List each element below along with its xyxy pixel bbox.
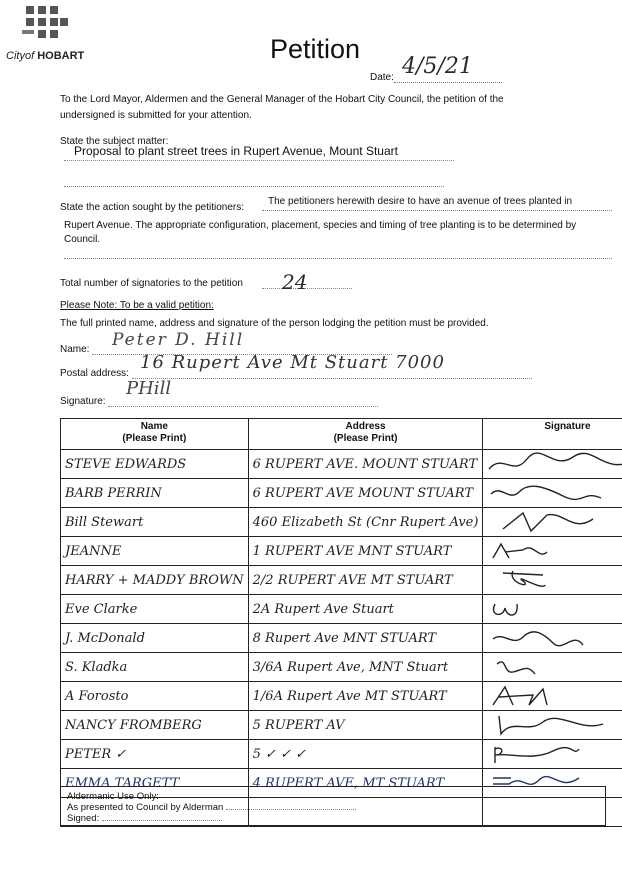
row-signature xyxy=(483,682,622,711)
row-name: Eve Clarke xyxy=(61,595,249,624)
signature-scribble xyxy=(483,741,622,767)
lodger-signature-label: Signature: xyxy=(60,396,106,407)
lodger-address-value: 16 Rupert Ave Mt Stuart 7000 xyxy=(140,352,445,373)
row-name: Bill Stewart xyxy=(61,508,249,537)
row-signature xyxy=(483,624,622,653)
row-address: 5 RUPERT AV xyxy=(248,711,483,740)
row-signature xyxy=(483,537,622,566)
row-address: 6 RUPERT AVE MOUNT STUART xyxy=(248,479,483,508)
lodger-name-value: Peter D. Hill xyxy=(112,330,245,350)
row-name: HARRY + MADDY BROWN xyxy=(61,566,249,595)
intro-line-2: undersigned is submitted for your attention. xyxy=(60,110,252,121)
row-address: 2/2 RUPERT AVE MT STUART xyxy=(248,566,483,595)
row-address: 2A Rupert Ave Stuart xyxy=(248,595,483,624)
aldermanic-presented-text: As presented to Council by Alderman xyxy=(67,802,224,813)
table-row xyxy=(61,508,622,537)
row-name: STEVE EDWARDS xyxy=(61,450,249,479)
row-address: 460 Elizabeth St (Cnr Rupert Ave) xyxy=(248,508,483,537)
signature-scribble xyxy=(483,712,622,738)
row-address: 4 RUPERT AVE, MT STUART xyxy=(248,769,483,798)
row-signature xyxy=(483,653,622,682)
row-signature xyxy=(483,566,622,595)
date-value: 4/5/21 xyxy=(402,54,473,79)
signature-scribble xyxy=(483,625,622,651)
col-address-title: Address xyxy=(345,421,386,432)
date-line xyxy=(394,82,502,83)
col-signature-title: Signature xyxy=(544,421,591,432)
row-name: A Forosto xyxy=(61,682,249,711)
hobart-logo-icon xyxy=(22,6,68,44)
signature-scribble xyxy=(483,538,622,564)
aldermanic-box xyxy=(60,786,606,826)
lodger-name-label: Name: xyxy=(60,344,90,355)
signature-scribble xyxy=(483,654,622,680)
table-row xyxy=(61,537,622,566)
row-signature xyxy=(483,479,622,508)
row-name: S. Kladka xyxy=(61,653,249,682)
aldermanic-signed-line xyxy=(102,820,222,821)
intro-line-1: To the Lord Mayor, Aldermen and the General Manager of the Hobart City Council, the petition of the xyxy=(60,94,504,105)
table-row xyxy=(61,653,622,682)
action-line-1 xyxy=(262,210,612,211)
row-address: 6 RUPERT AVE. MOUNT STUART xyxy=(248,450,483,479)
row-address: 8 Rupert Ave MNT STUART xyxy=(248,624,483,653)
row-name: BARB PERRIN xyxy=(61,479,249,508)
table-header-row xyxy=(61,419,622,450)
table-row xyxy=(61,566,622,595)
table-row xyxy=(61,450,622,479)
signature-scribble xyxy=(483,480,622,506)
logo-of: of xyxy=(24,50,35,62)
row-name: J. McDonald xyxy=(61,624,249,653)
table-row xyxy=(61,682,622,711)
logo-name: HOBART xyxy=(37,50,85,62)
row-signature xyxy=(483,740,622,769)
signature-scribble xyxy=(483,683,622,709)
row-address: 1 RUPERT AVE MNT STUART xyxy=(248,537,483,566)
row-signature xyxy=(483,508,622,537)
row-name: JEANNE xyxy=(61,537,249,566)
lodger-signature-line xyxy=(108,406,378,407)
signature-scribble xyxy=(483,451,622,477)
logo-prefix: City xyxy=(6,50,25,62)
aldermanic-heading: Aldermanic Use Only: xyxy=(67,791,159,802)
signature-scribble xyxy=(483,567,622,593)
col-name-title: Name xyxy=(140,421,168,432)
row-signature xyxy=(483,711,622,740)
col-name-sub: (Please Print) xyxy=(122,433,187,444)
note-text: The full printed name, address and signature of the person lodging the petition must be provided. xyxy=(60,318,489,329)
action-value-1: The petitioners herewith desire to have an avenue of trees planted in xyxy=(268,196,573,207)
row-name: NANCY FROMBERG xyxy=(61,711,249,740)
note-heading: Please Note: To be a valid petition: xyxy=(60,300,214,311)
row-signature xyxy=(483,450,622,479)
logo-wordmark xyxy=(6,50,84,62)
date-label: Date: xyxy=(370,72,394,83)
aldermanic-presented-line xyxy=(226,809,356,810)
col-address-sub: (Please Print) xyxy=(333,433,398,444)
table-row xyxy=(61,595,622,624)
table-row xyxy=(61,740,622,769)
signature-scribble xyxy=(483,509,622,535)
total-label: Total number of signatories to the petition xyxy=(60,278,243,289)
aldermanic-signed-text: Signed: xyxy=(67,813,100,824)
col-header-address xyxy=(248,419,483,450)
table-row xyxy=(61,479,622,508)
lodger-address-label: Postal address: xyxy=(60,368,129,379)
col-header-signature xyxy=(483,419,622,450)
col-header-name xyxy=(61,419,249,450)
row-address: 5 ✓ ✓ ✓ xyxy=(248,740,483,769)
aldermanic-presented xyxy=(67,802,599,813)
action-label: State the action sought by the petitioners: xyxy=(60,202,245,213)
signatures-table xyxy=(60,418,622,827)
table-row xyxy=(61,624,622,653)
aldermanic-signed xyxy=(67,813,599,824)
intro-text xyxy=(60,92,612,124)
row-name: EMMA TARGETT xyxy=(61,769,249,798)
row-address: 1/6A Rupert Ave MT STUART xyxy=(248,682,483,711)
action-value-3: Council. xyxy=(64,234,101,245)
row-name: PETER ✓ xyxy=(61,740,249,769)
subject-label: State the subject matter: xyxy=(60,136,169,147)
lodger-signature-value: PHill xyxy=(126,378,172,399)
subject-value: Proposal to plant street trees in Rupert Avenue, Mount Stuart xyxy=(74,144,398,158)
row-address: 3/6A Rupert Ave, MNT Stuart xyxy=(248,653,483,682)
subject-line-2 xyxy=(64,186,444,187)
total-value: 24 xyxy=(282,270,308,294)
row-signature xyxy=(483,595,622,624)
signature-scribble xyxy=(483,596,622,622)
action-value-2: Rupert Avenue. The appropriate configuration, placement, species and timing of tree planting is to be determined by xyxy=(64,220,577,231)
action-line-2 xyxy=(64,258,612,259)
page-title: Petition xyxy=(270,34,361,64)
signatures-body xyxy=(61,450,622,827)
subject-line-1 xyxy=(64,160,454,161)
lodger-address-line xyxy=(132,378,532,379)
table-row xyxy=(61,711,622,740)
